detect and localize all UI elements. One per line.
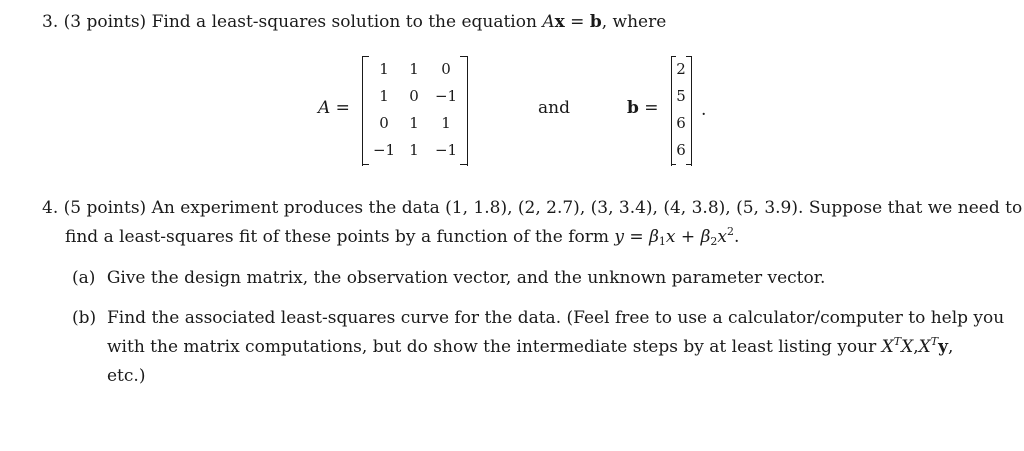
q4-model-formula: $y = \beta_1x + \beta_2x^2$.	[614, 225, 740, 248]
matrix-A-cell: 1	[379, 87, 389, 105]
matrix-A-cell: 1	[441, 114, 451, 132]
q3-eq-b: b	[589, 12, 602, 32]
vector-b	[671, 56, 693, 166]
q3-eq-equals: =	[564, 12, 590, 32]
matrix-A-cell: 0	[441, 60, 451, 78]
vector-b-cell: 6	[676, 114, 686, 132]
matrix-A	[362, 56, 470, 166]
q4-part-b-line3: etc.)	[107, 366, 146, 386]
q3-eq-A: A	[542, 12, 555, 32]
vector-b-label: b =	[627, 98, 659, 118]
q4-part-b-line2: with the matrix computations, but do show the intermediate steps by at least listing your $X^TX,X^Ty$,	[107, 335, 954, 357]
q4-part-b-label: (b)	[72, 308, 97, 328]
vector-b-cell: 5	[676, 87, 686, 105]
matrix-A-cell: 0	[409, 87, 419, 105]
matrix-A-cell: 0	[379, 114, 389, 132]
vector-b-cell: 2	[676, 60, 686, 78]
q3-period: .	[701, 100, 707, 120]
q3-heading	[42, 12, 666, 32]
q4-points: (5 points)	[63, 198, 147, 218]
q4-line2: find a least-squares fit of these points by a function of the form $y = \beta_1x + \beta_2x^2$.	[65, 225, 740, 248]
part-a-label: (a)	[72, 268, 96, 288]
matrix-A-cell: 1	[379, 60, 389, 78]
q3-text-where: , where	[601, 12, 667, 32]
q3-text: Find a least-squares solution to the equation	[151, 12, 537, 32]
vector-b-cell: 6	[676, 141, 686, 159]
q4-part-a	[72, 268, 825, 288]
and-word: and	[538, 98, 570, 118]
matrix-A-cell: −1	[372, 141, 396, 159]
matrix-A-label: A =	[318, 98, 350, 118]
xtx-xty: $X^TX,X^Ty$,	[881, 335, 954, 357]
q4-text-line1: An experiment produces the data (1, 1.8), (2, 2.7), (3, 3.4), (4, 3.8), (5, 3.9). Suppose that we need to	[151, 198, 1023, 218]
q4-line1	[42, 198, 1022, 218]
q4-part-b-line1: Find the associated least-squares curve for the data. (Feel free to use a calculator/computer to help you	[107, 308, 1005, 328]
q3-points: (3 points)	[63, 12, 147, 32]
q3-eq-x: x	[554, 12, 565, 32]
part-a-text: Give the design matrix, the observation vector, and the unknown parameter vector.	[106, 268, 826, 288]
matrix-A-cell: 1	[409, 141, 419, 159]
q3-number: 3.	[42, 12, 59, 32]
matrix-A-cell: 1	[409, 114, 419, 132]
matrix-A-cell: −1	[434, 141, 458, 159]
matrix-A-cell: 1	[409, 60, 419, 78]
matrix-A-cell: −1	[434, 87, 458, 105]
q4-number: 4.	[42, 198, 59, 218]
